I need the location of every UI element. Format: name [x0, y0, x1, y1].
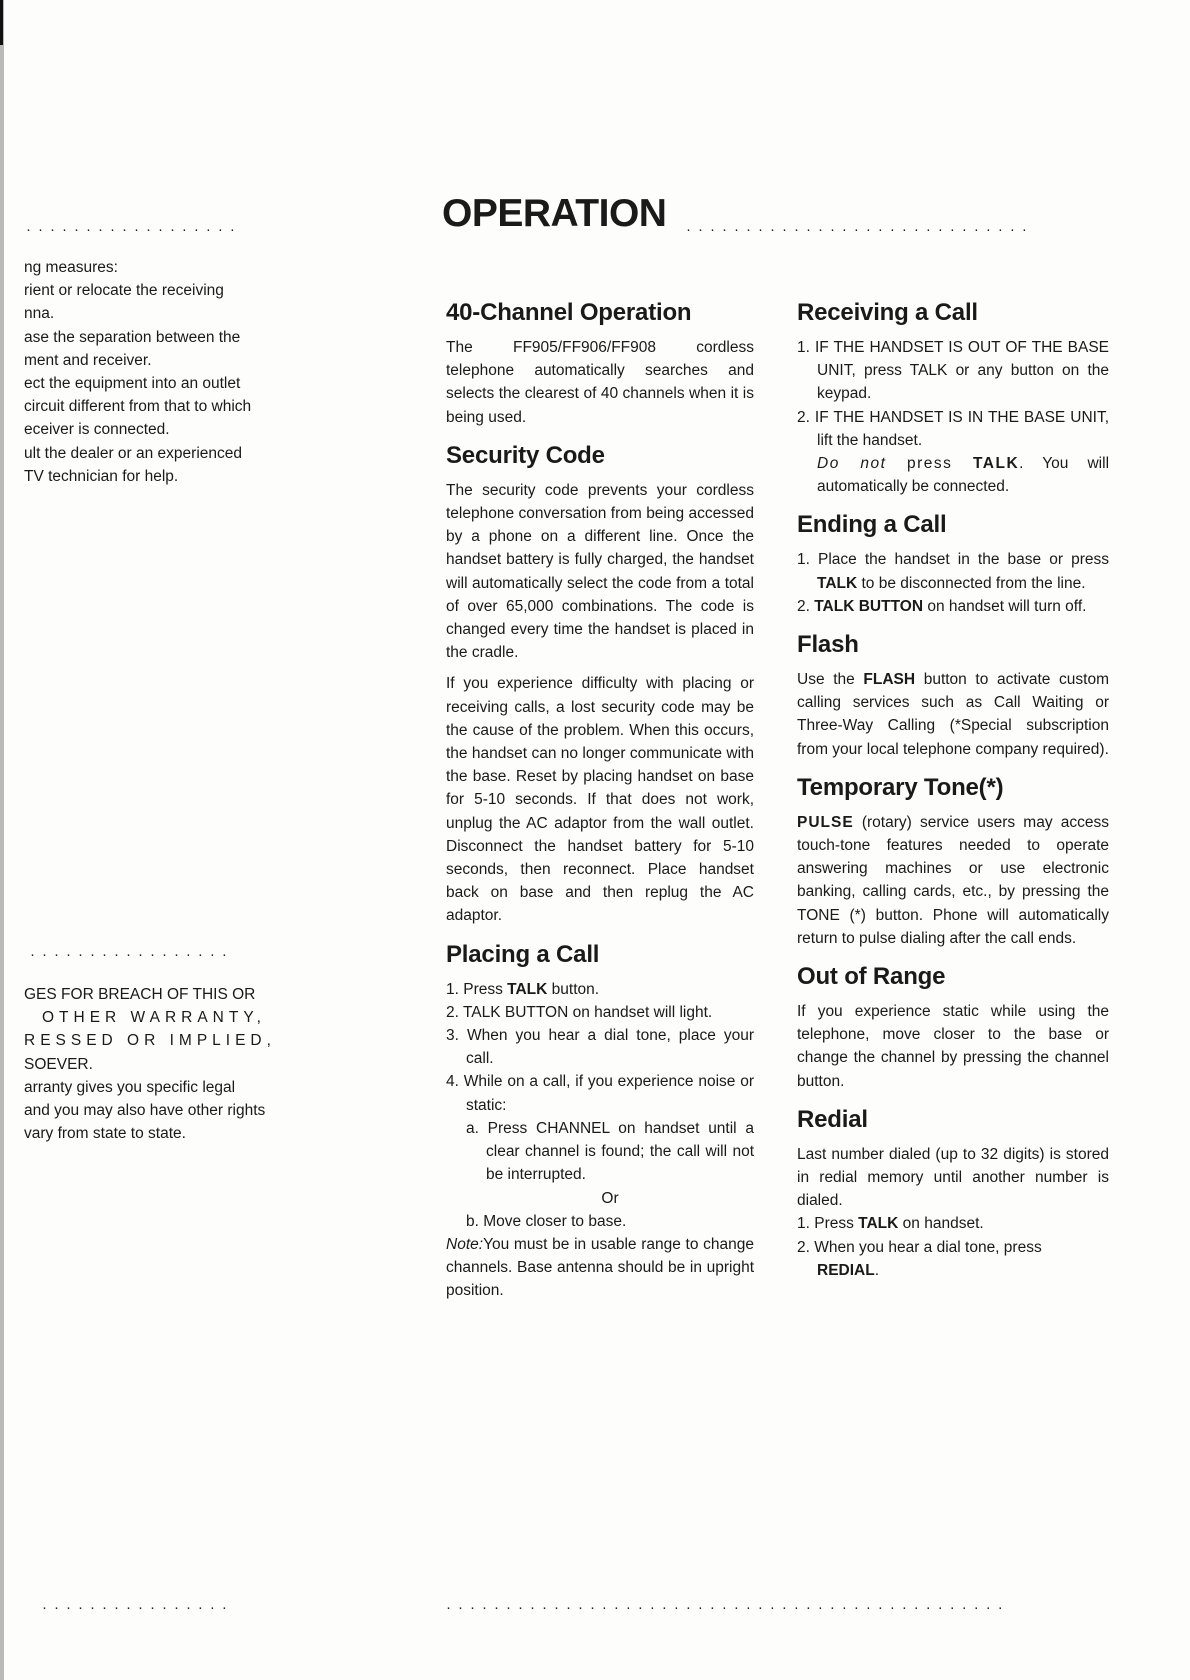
section-heading: Redial	[797, 1105, 868, 1133]
list-or: Or	[601, 1189, 619, 1207]
text-line: arranty gives you specific legal	[24, 1078, 236, 1096]
section-body: The security code prevents your cordless telephone conversation from being accessed by a phone on a different line. Once the handset battery is fully charged, the handset will automatically select the code from a total of over 65,000 combinations. The code is changed every time the handset is placed in the cradle.	[446, 481, 754, 662]
list-item: 2. TALK BUTTON on handset will light.	[446, 1003, 713, 1021]
section-security	[446, 441, 754, 928]
left-column-block-1	[24, 256, 286, 488]
section-body: Last number dialed (up to 32 digits) is stored in redial memory until another number is dialed.	[797, 1145, 1109, 1210]
list-item: 1. Press TALK button.	[446, 980, 600, 998]
list-item: 2. IF THE HANDSET IS IN THE BASE UNIT, lift the handset.	[797, 408, 1109, 449]
page-edge-mark	[0, 0, 3, 45]
page-title: OPERATION	[442, 192, 667, 235]
text-line: eceiver is connected.	[24, 421, 170, 439]
section-redial	[797, 1105, 1109, 1282]
note: Note:You must be in usable range to change channels. Base antenna should be in upright position.	[446, 1235, 754, 1300]
text-line: OTHER WARRANTY,	[42, 1009, 266, 1027]
dotted-rule: ··················	[26, 222, 242, 237]
list-item: 1. Press TALK on handset.	[797, 1215, 984, 1233]
section-body: The FF905/FF906/FF908 cordless telephone automatically searches and selects the clearest of 40 channels when it is being used.	[446, 339, 754, 426]
text-line: GES FOR BREACH OF THIS OR	[24, 986, 256, 1003]
section-heading: Security Code	[446, 441, 605, 469]
section-heading: Placing a Call	[446, 940, 600, 968]
text-line: nna.	[24, 305, 55, 323]
text-line: TV technician for help.	[24, 467, 179, 485]
list-item: 1. Place the handset in the base or press TALK to be disconnected from the line.	[797, 551, 1109, 592]
left-column-block-2	[24, 983, 286, 1145]
text-line: and you may also have other rights	[24, 1102, 266, 1120]
text-line: ect the equipment into an outlet	[24, 375, 241, 393]
list-subitem: b. Move closer to base.	[466, 1212, 627, 1230]
section-body: If you experience static while using the telephone, move closer to the base or change the channel by pressing the channel button.	[797, 1003, 1109, 1090]
dotted-rule: ···············································	[446, 1600, 1010, 1615]
text-line: ng measures:	[24, 259, 118, 276]
list-subitem: a. Press CHANNEL on handset until a clear channel is found; the call will not be interrupted.	[466, 1119, 754, 1184]
section-heading: Temporary Tone(*)	[797, 773, 1004, 801]
dotted-rule: ·················	[30, 947, 234, 962]
section-heading: Flash	[797, 631, 859, 659]
section-ending	[797, 510, 1109, 618]
text-line: ase the separation between the	[24, 328, 241, 346]
text-line: SOEVER.	[24, 1055, 93, 1073]
text-line: vary from state to state.	[24, 1125, 186, 1143]
text-line: ment and receiver.	[24, 351, 152, 369]
text-line: rient or relocate the receiving	[24, 282, 224, 300]
section-body: If you experience difficulty with placing or receiving calls, a lost security code may be the cause of the problem. When this occurs, the handset can no longer communicate with the base. Reset by placing handset on base for 5-10 seconds. If that does not work, unplug the AC adaptor from the wall outlet. Disconnect the handset battery for 5-10 seconds, then reconnect. Place handset back on base and then replug the AC adaptor.	[446, 675, 754, 925]
section-tone	[797, 773, 1109, 950]
section-channel	[446, 298, 754, 429]
section-receiving	[797, 298, 1109, 498]
dotted-rule: ·····························	[686, 222, 1034, 237]
page-edge-shadow	[0, 0, 4, 1680]
section-body: Use the FLASH button to activate custom calling services such as Call Waiting or Three-Way Calling (*Special subscription from your local telephone company required).	[797, 671, 1109, 758]
section-flash	[797, 630, 1109, 761]
list-item: 1. IF THE HANDSET IS OUT OF THE BASE UNIT, press TALK or any button on the keypad.	[797, 339, 1109, 403]
section-placing	[446, 940, 754, 1303]
dotted-rule: ················	[42, 1600, 234, 1615]
section-heading: Receiving a Call	[797, 299, 978, 326]
middle-column	[446, 298, 754, 1315]
section-heading: 40-Channel Operation	[446, 299, 692, 326]
text-line: circuit different from that to which	[24, 398, 252, 416]
list-item: 4. While on a call, if you experience noise or static:	[446, 1073, 754, 1114]
section-heading: Out of Range	[797, 963, 946, 991]
list-item: 2. When you hear a dial tone, press	[797, 1238, 1042, 1256]
list-item: REDIAL.	[817, 1261, 880, 1279]
section-heading: Ending a Call	[797, 511, 947, 539]
text-line: RESSED OR IMPLIED,	[24, 1032, 276, 1050]
text-line: ult the dealer or an experienced	[24, 444, 243, 462]
list-item: Do not press TALK. You will automatically be connected.	[817, 455, 1110, 496]
section-body: PULSE (rotary) service users may access touch-tone features needed to operate answering machines or use electronic banking, calling cards, etc., by pressing the TONE (*) button. Phone will automatically return to pulse dialing after the call ends.	[797, 813, 1109, 947]
section-range	[797, 962, 1109, 1093]
list-item: 3. When you hear a dial tone, place your call.	[446, 1027, 754, 1068]
list-item: 2. TALK BUTTON on handset will turn off.	[797, 597, 1087, 615]
right-column	[797, 298, 1109, 1294]
